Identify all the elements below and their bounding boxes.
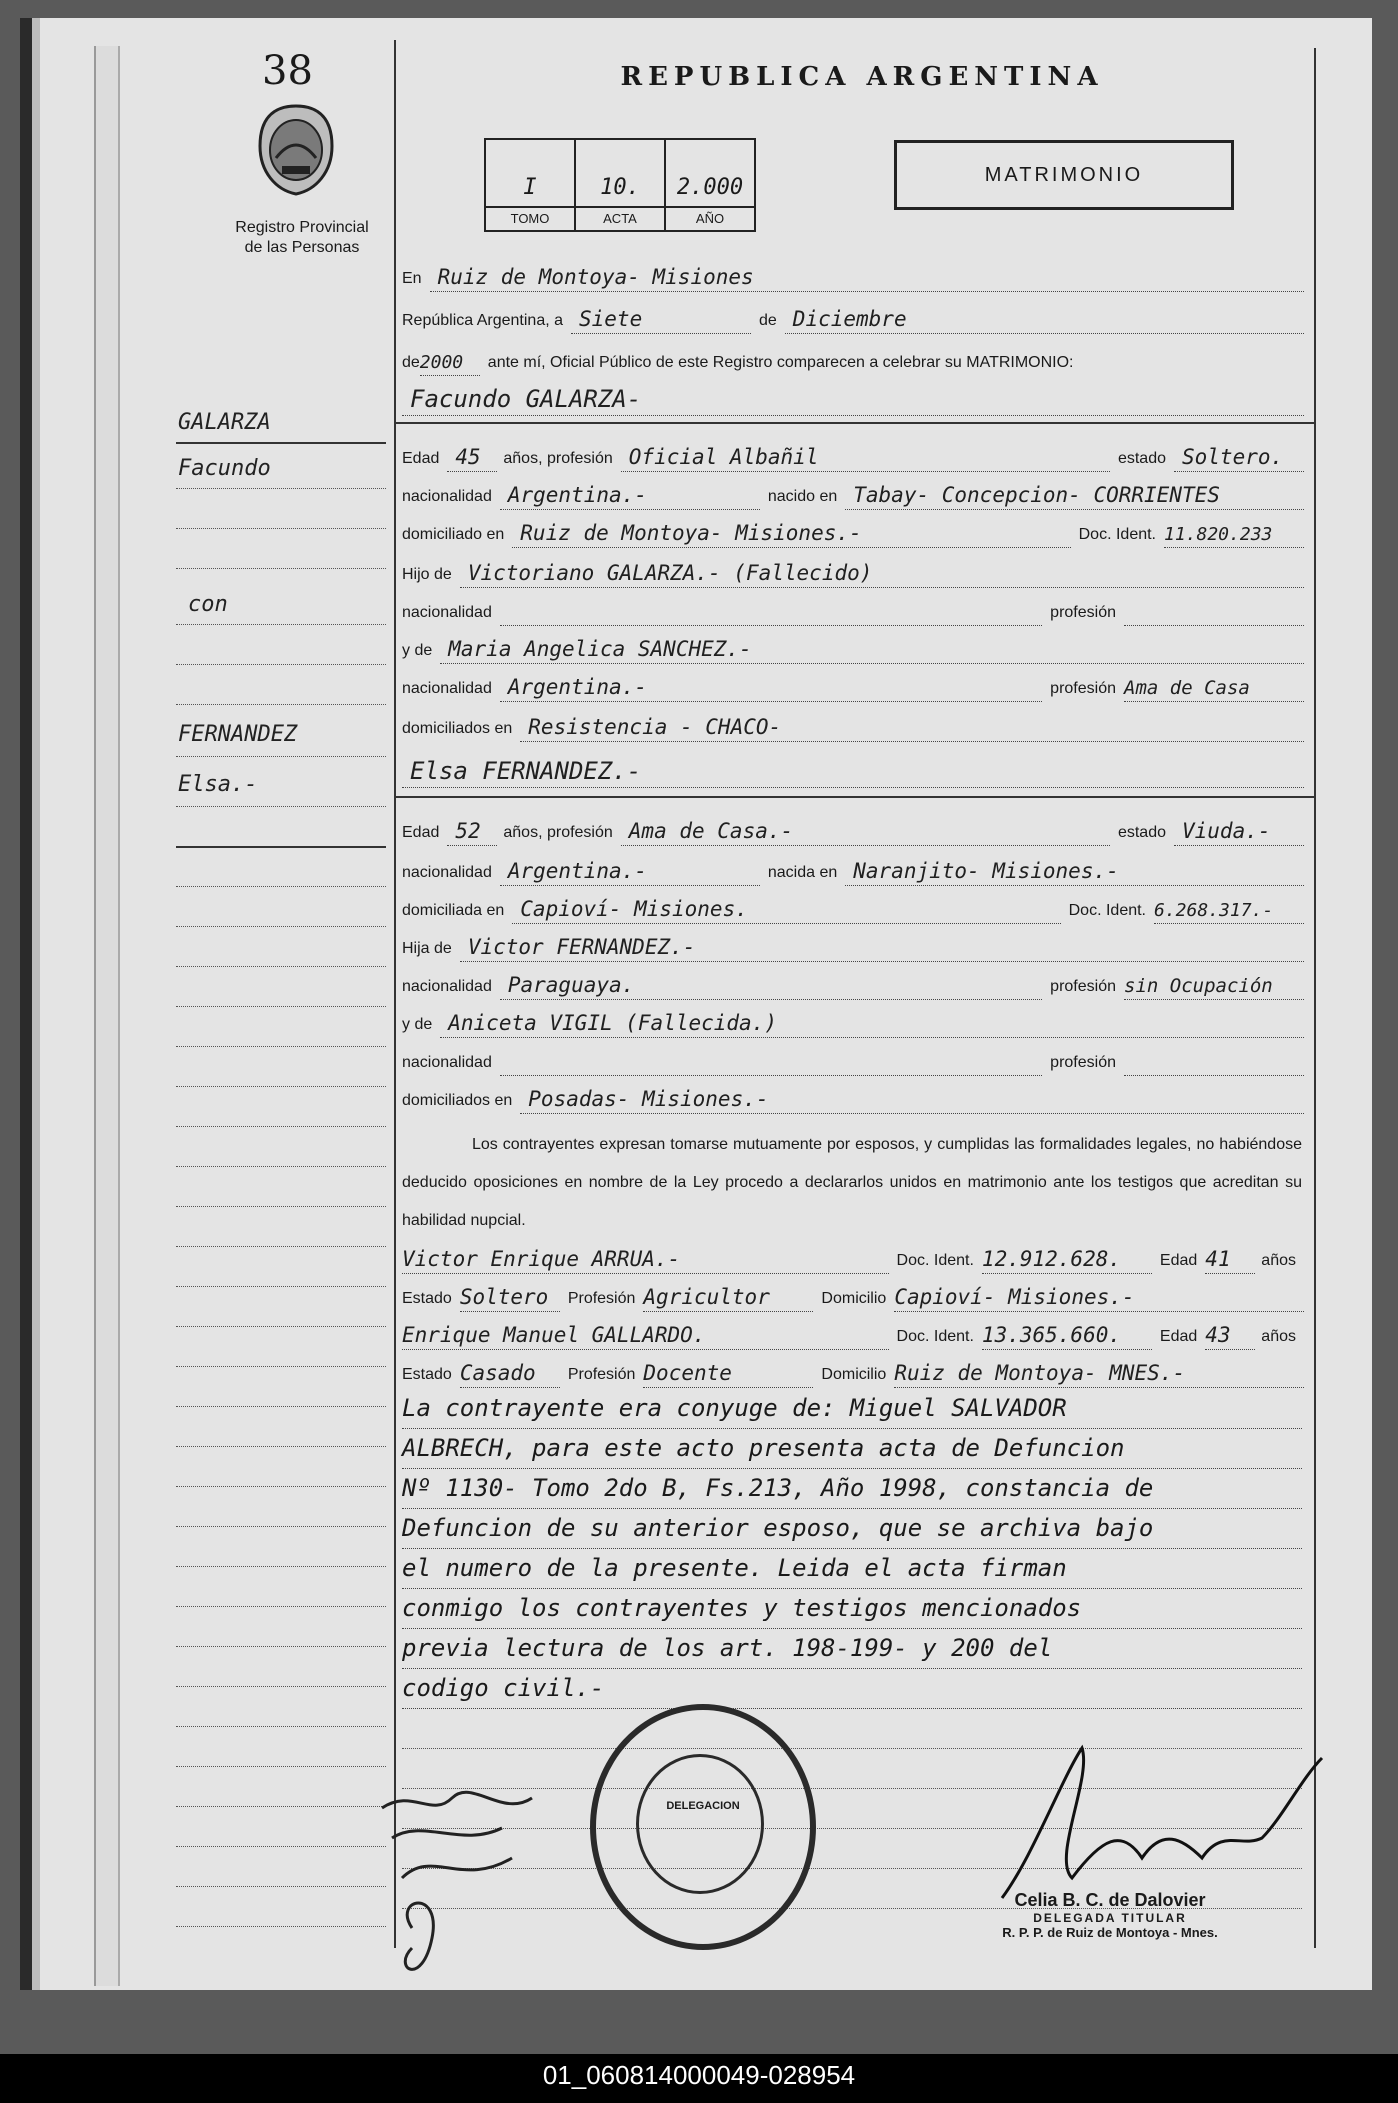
field-profesion [1124, 965, 1304, 1000]
groom-profesion: Oficial Albañil [628, 445, 819, 469]
side-rule [176, 704, 386, 705]
field-nacionalidad [500, 965, 1042, 1000]
note-line: el numero de la presente. Leida el acta firman [402, 1548, 1302, 1589]
label-estado: Estado [402, 1290, 452, 1307]
groom-row-nac2 [402, 592, 1304, 626]
side-rule [176, 1126, 386, 1127]
side-rule [176, 442, 386, 444]
field-domiciliados [520, 1079, 1304, 1114]
label-profesion: años, profesión [503, 450, 613, 467]
registro-line-2: de las Personas [244, 239, 360, 256]
field-profesion [1124, 591, 1304, 626]
side-rule [176, 1926, 386, 1927]
label-profesion: Profesión [567, 1366, 636, 1383]
row-name2 [402, 754, 1304, 788]
groom-domicilio: Ruiz de Montoya- Misiones.- [520, 521, 862, 545]
side-rule [176, 1206, 386, 1207]
groom-padres-domicilio: Resistencia - CHACO- [528, 715, 782, 739]
label-hijo: Hijo de [402, 566, 452, 583]
groom-doc: 11.820.233 [1164, 524, 1273, 545]
field-madre [440, 1003, 1304, 1038]
bride-row-yde [402, 1004, 1304, 1038]
note-line: previa lectura de los art. 198-199- y 200 del [402, 1628, 1302, 1669]
label-anos: años [1261, 1328, 1296, 1345]
field-domiciliados [520, 707, 1304, 742]
bride-nacida: Naranjito- Misiones.- [853, 859, 1119, 883]
label-y-de: y de [402, 642, 433, 659]
field-groom-name [402, 381, 1304, 416]
field-estado [460, 1277, 560, 1312]
witness2-name: Enrique Manuel GALLARDO. [402, 1323, 706, 1347]
official-stamp [590, 1704, 816, 1950]
side-rule [176, 1726, 386, 1727]
groom-row-yde [402, 630, 1304, 664]
label-domicilio: Domicilio [821, 1290, 887, 1307]
witness1-row-a [402, 1240, 1304, 1274]
row-name1 [402, 382, 1304, 416]
side-rule [176, 1846, 386, 1847]
side-rule [176, 1526, 386, 1527]
page-number: 38 [262, 48, 313, 94]
witness2-row-b [402, 1354, 1304, 1388]
witness2-profesion: Docente [643, 1361, 732, 1385]
label-domicilio: Domicilio [821, 1366, 887, 1383]
side-rule [176, 1886, 386, 1887]
file-reference: 01_060814000049-028954 [542, 2060, 856, 2090]
label-domicilio: domiciliado en [402, 526, 505, 543]
official-role: DELEGADA TITULAR [1033, 1911, 1187, 1925]
field-edad [447, 437, 497, 472]
witness1-name: Victor Enrique ARRUA.- [402, 1247, 681, 1271]
bride-row-doms [402, 1080, 1304, 1114]
section-rule [394, 422, 1314, 424]
side-rule [176, 1766, 386, 1767]
label-profesion: profesión [1050, 604, 1116, 621]
field-domicilio [894, 1353, 1304, 1388]
field-domicilio [512, 889, 1060, 924]
bride-padre-nacionalidad: Paraguaya. [507, 973, 635, 997]
field-dia [571, 299, 751, 334]
side-firstname-2: Elsa.- [178, 772, 258, 797]
label-republica: República Argentina, a [402, 312, 563, 329]
label-nacido: nacido en [767, 488, 838, 505]
side-rule [176, 1566, 386, 1567]
field-witness1-name [402, 1239, 889, 1274]
label-profesion: profesión [1050, 978, 1116, 995]
bride-row-nac3 [402, 1042, 1304, 1076]
witness1-profesion: Agricultor [643, 1285, 770, 1309]
bride-doc: 6.268.317.- [1154, 900, 1274, 921]
label-profesion: años, profesión [503, 824, 613, 841]
label-doc: Doc. Ident. [896, 1252, 974, 1269]
label-nacionalidad: nacionalidad [402, 978, 492, 995]
label-nacida: nacida en [767, 864, 838, 881]
label-de: de [759, 312, 777, 329]
tomo-value: I [523, 175, 537, 200]
label-estado: Estado [402, 1366, 452, 1383]
witness2-estado: Casado [459, 1361, 536, 1385]
bride-profesion: Ama de Casa.- [628, 819, 794, 843]
side-rule [176, 1686, 386, 1687]
groom-row-nac3 [402, 668, 1304, 702]
row-en [402, 258, 1304, 292]
value-en: Ruiz de Montoya- Misiones [437, 265, 754, 289]
ante-text: ante mí, Oficial Público de este Registro comparecen a celebrar su MATRIMONIO: [487, 354, 1074, 371]
field-profesion [1124, 1041, 1304, 1076]
field-doc [982, 1315, 1152, 1350]
tomo-acta-box [484, 138, 756, 232]
side-rule [176, 528, 386, 529]
label-domiciliados: domiciliados en [402, 720, 513, 737]
official-name: Celia B. C. de Dalovier [1014, 1890, 1206, 1910]
right-divider [1314, 48, 1316, 1948]
side-rule [176, 1286, 386, 1287]
label-hija: Hija de [402, 940, 452, 957]
witness1-doc: 12.912.628. [981, 1247, 1121, 1271]
value-mes: Diciembre [792, 307, 907, 331]
acta-cell [576, 140, 666, 230]
label-edad: Edad [402, 824, 440, 841]
side-surname-1: GALARZA [178, 410, 271, 435]
field-edad [1205, 1239, 1255, 1274]
bride-padre: Victor FERNANDEZ.- [467, 935, 696, 959]
field-ano [420, 341, 480, 376]
row-republica [402, 300, 1304, 334]
label-edad: Edad [1159, 1328, 1198, 1345]
side-con: con [188, 592, 228, 617]
legal-declaration: Los contrayentes expresan tomarse mutuamente por esposos, y cumplidas las formalidades legales, no habiéndose deducido oposiciones en nombre de la Ley procedo a declararlos unidos en matrimonio ante los testigos que acreditan su habilidad nupcial. [402, 1136, 1302, 1229]
side-surname-2: FERNANDEZ [178, 722, 298, 747]
side-rule [176, 664, 386, 665]
side-rule [176, 1406, 386, 1407]
groom-padre: Victoriano GALARZA.- (Fallecido) [467, 561, 873, 585]
field-profesion [1124, 667, 1304, 702]
witness1-row-b [402, 1278, 1304, 1312]
groom-nacido: Tabay- Concepcion- CORRIENTES [853, 483, 1220, 507]
bride-row-nac [402, 852, 1304, 886]
label-estado: estado [1117, 824, 1166, 841]
field-nacido [845, 475, 1304, 510]
label-edad: Edad [402, 450, 440, 467]
note-line: conmigo los contrayentes y testigos mencionados [402, 1588, 1302, 1629]
label-profesion: profesión [1050, 1054, 1116, 1071]
bride-madre: Aniceta VIGIL (Fallecida.) [448, 1011, 777, 1035]
bride-name: Elsa FERNANDEZ.- [410, 757, 642, 785]
witness1-domicilio: Capioví- Misiones.- [894, 1285, 1135, 1309]
field-nacionalidad [500, 667, 1042, 702]
witness1-estado: Soltero [459, 1285, 549, 1309]
label-edad: Edad [1159, 1252, 1198, 1269]
field-edad [447, 811, 497, 846]
side-rule [176, 1086, 386, 1087]
groom-row-hijo [402, 554, 1304, 588]
label-nacionalidad: nacionalidad [402, 604, 492, 621]
field-nacionalidad [500, 475, 760, 510]
bride-row-nac2 [402, 966, 1304, 1000]
label-nacionalidad: nacionalidad [402, 1054, 492, 1071]
groom-madre-nacionalidad: Argentina.- [507, 675, 647, 699]
side-rule [176, 1646, 386, 1647]
field-estado [1174, 437, 1304, 472]
value-ano: 2000 [419, 352, 464, 373]
stamp-text: DELEGACION [666, 1800, 740, 1812]
groom-row-dom [402, 514, 1304, 548]
bride-row-hija [402, 928, 1304, 962]
side-rule [176, 1326, 386, 1327]
groom-estado: Soltero. [1182, 445, 1284, 469]
matrimonio-box: MATRIMONIO [894, 140, 1234, 210]
note-line: codigo civil.- [402, 1668, 1302, 1709]
label-y-de: y de [402, 1016, 433, 1033]
field-profesion [621, 811, 1110, 846]
label-profesion: profesión [1050, 680, 1116, 697]
note-line: ALBRECH, para este acto presenta acta de Defuncion [402, 1428, 1302, 1469]
field-madre [440, 629, 1304, 664]
margin-column [162, 38, 384, 1968]
tomo-label: TOMO [486, 206, 574, 230]
note-line: Nº 1130- Tomo 2do B, Fs.213, Año 1998, constancia de [402, 1468, 1302, 1509]
bride-padres-domicilio: Posadas- Misiones.- [528, 1087, 769, 1111]
side-rule [176, 1006, 386, 1007]
field-mes [785, 299, 1304, 334]
label-estado: estado [1117, 450, 1166, 467]
note-line: La contrayente era conyuge de: Miguel SALVADOR [402, 1388, 1302, 1429]
label-anos: años [1261, 1252, 1296, 1269]
label-doc: Doc. Ident. [1078, 526, 1156, 543]
field-doc [982, 1239, 1152, 1274]
ano-value: 2.000 [676, 175, 744, 200]
side-rule [176, 1366, 386, 1367]
note-line: Defuncion de su anterior esposo, que se archiva bajo [402, 1508, 1302, 1549]
label-domiciliada: domiciliada en [402, 902, 505, 919]
field-hijo [460, 553, 1304, 588]
groom-row-nac [402, 476, 1304, 510]
contrayentes-signatures [372, 1778, 602, 1978]
section-rule [394, 796, 1314, 798]
label-nacionalidad: nacionalidad [402, 680, 492, 697]
field-nacida [845, 851, 1304, 886]
coat-of-arms-icon [252, 102, 340, 198]
bride-estado: Viuda.- [1182, 819, 1271, 843]
field-nacionalidad [500, 851, 760, 886]
label-doc: Doc. Ident. [1068, 902, 1146, 919]
groom-madre: Maria Angelica SANCHEZ.- [448, 637, 752, 661]
ano-label: AÑO [666, 206, 754, 230]
field-en [430, 257, 1304, 292]
acta-label: ACTA [576, 206, 664, 230]
groom-row-doms [402, 708, 1304, 742]
side-rule [176, 1166, 386, 1167]
side-rule [176, 756, 386, 757]
groom-name: Facundo GALARZA- [410, 385, 642, 413]
field-hija [460, 927, 1304, 962]
bride-padre-profesion: sin Ocupación [1124, 975, 1273, 997]
label-domiciliados: domiciliados en [402, 1092, 513, 1109]
field-estado [460, 1353, 560, 1388]
document-title: REPUBLICA ARGENTINA [620, 62, 1104, 92]
field-bride-name [402, 753, 1304, 788]
bride-nacionalidad: Argentina.- [507, 859, 647, 883]
side-rule [176, 926, 386, 927]
official-block [960, 1890, 1260, 1940]
field-nacionalidad [500, 1041, 1042, 1076]
field-nacionalidad [500, 591, 1042, 626]
groom-row-edad [402, 438, 1304, 472]
side-rule [176, 624, 386, 625]
label-doc: Doc. Ident. [896, 1328, 974, 1345]
field-witness2-name [402, 1315, 889, 1350]
register-page [20, 18, 1372, 1990]
bride-edad: 52 [455, 819, 481, 843]
label-de-ano: de [402, 354, 420, 371]
witness2-edad: 43 [1205, 1323, 1231, 1347]
page-edge [94, 46, 120, 1986]
official-place: R. P. P. de Ruiz de Montoya - Mnes. [1002, 1925, 1218, 1940]
field-profesion [621, 437, 1110, 472]
side-rule [176, 966, 386, 967]
side-rule [176, 1486, 386, 1487]
field-profesion [643, 1353, 813, 1388]
bride-row-edad [402, 812, 1304, 846]
row-ante [402, 342, 1304, 376]
side-rule [176, 1446, 386, 1447]
label-profesion: Profesión [567, 1290, 636, 1307]
field-doc [1164, 513, 1304, 548]
side-rule [176, 1806, 386, 1807]
field-edad [1205, 1315, 1255, 1350]
side-rule [176, 568, 386, 569]
label-nacionalidad: nacionalidad [402, 488, 492, 505]
side-rule [176, 886, 386, 887]
side-rule [176, 1046, 386, 1047]
registro-line-1: Registro Provincial [235, 219, 369, 236]
field-doc [1154, 889, 1304, 924]
field-domicilio [512, 513, 1070, 548]
side-rule [176, 488, 386, 489]
groom-nacionalidad: Argentina.- [507, 483, 647, 507]
bride-domicilio: Capioví- Misiones. [520, 897, 748, 921]
witness2-doc: 13.365.660. [981, 1323, 1121, 1347]
groom-madre-profesion: Ama de Casa [1124, 677, 1250, 699]
ano-cell [666, 140, 754, 230]
label-nacionalidad: nacionalidad [402, 864, 492, 881]
margin-divider [394, 40, 396, 1948]
field-domicilio [894, 1277, 1304, 1312]
side-rule [176, 1246, 386, 1247]
stamp-seal [636, 1754, 764, 1894]
witness1-edad: 41 [1205, 1247, 1231, 1271]
side-rule [176, 846, 386, 848]
groom-edad: 45 [455, 445, 481, 469]
side-firstname-1: Facundo [178, 456, 271, 481]
field-estado [1174, 811, 1304, 846]
registro-label [202, 218, 402, 258]
witness2-row-a [402, 1316, 1304, 1350]
value-dia: Siete [579, 307, 643, 331]
label-en: En [402, 270, 422, 287]
side-rule [176, 1606, 386, 1607]
acta-value: 10. [600, 175, 640, 200]
side-rule [176, 806, 386, 807]
bride-row-dom [402, 890, 1304, 924]
tomo-cell [486, 140, 576, 230]
witness2-domicilio: Ruiz de Montoya- MNES.- [894, 1361, 1186, 1385]
field-profesion [643, 1277, 813, 1312]
